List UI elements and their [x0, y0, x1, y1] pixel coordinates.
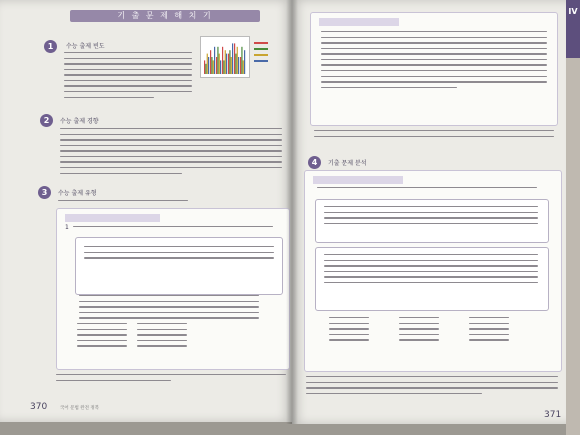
chart-bar-s2-c2 [211, 57, 212, 74]
chart-bar-s3-c6 [237, 47, 238, 74]
chart-bar-s2-c3 [217, 47, 218, 74]
chart-bar-s2-c4 [223, 60, 224, 74]
frequency-chart [200, 36, 250, 78]
right-main-tag [313, 176, 403, 184]
section-1-number: 1 [44, 40, 57, 53]
chart-bar-s1-c7 [240, 57, 241, 74]
question-1-tag [65, 214, 160, 222]
question-1-stem [73, 226, 273, 232]
section-4-heading: 기출 문제 분석 [328, 160, 367, 167]
section-1-body [64, 52, 192, 102]
chart-bar-s3-c4 [225, 50, 226, 74]
question-1-box [56, 208, 290, 370]
chart-bar-s4-c3 [220, 60, 221, 74]
page-edge [566, 58, 580, 435]
question-1-answer-table [77, 323, 277, 363]
left-page-band: 기 출 문 제 해 치 기 [70, 10, 260, 22]
right-passage-2 [315, 247, 549, 311]
right-passage-1 [315, 199, 549, 243]
legend-swatch-2 [254, 48, 268, 50]
chart-bar-s1-c2 [210, 50, 211, 74]
question-1-number: 1 [65, 224, 69, 231]
chart-bar-s1-c6 [234, 43, 235, 74]
chart-bar-s1-c1 [204, 60, 205, 74]
chart-bar-s4-c5 [232, 43, 233, 74]
book-gutter [286, 0, 298, 424]
chart-bar-s1-c3 [216, 57, 217, 74]
left-footer-title: 국어 문법 완전 정복 [60, 406, 100, 411]
section-2-body [60, 128, 282, 178]
section-2-number: 2 [40, 114, 53, 127]
chart-bar-s3-c7 [243, 60, 244, 74]
chart-bar-s3-c1 [207, 54, 208, 74]
chapter-side-tab: IV [566, 0, 580, 58]
chart-bar-s4-c1 [208, 57, 209, 74]
chart-bar-s3-c5 [231, 57, 232, 74]
right-top-explanation [314, 130, 554, 141]
legend-swatch-3 [254, 54, 268, 56]
chart-bar-s2-c5 [229, 50, 230, 74]
right-page-number: 371 [544, 410, 562, 420]
left-page [0, 0, 292, 422]
legend-swatch-4 [254, 60, 268, 62]
question-1-explanation [56, 374, 286, 385]
right-explanation [306, 376, 558, 398]
chart-bar-s1-c4 [222, 47, 223, 74]
left-page-number: 370 [30, 402, 48, 412]
section-4-number: 4 [308, 156, 321, 169]
right-question-box-main [304, 170, 562, 372]
section-1-heading: 수능 출제 빈도 [66, 43, 105, 50]
chart-bar-s3-c2 [213, 60, 214, 74]
section-2-heading: 수능 출제 경향 [60, 118, 99, 125]
chart-bar-s2-c1 [205, 64, 206, 74]
right-answer-table [329, 317, 549, 363]
section-3-number: 3 [38, 186, 51, 199]
chart-bar-s2-c6 [235, 54, 236, 74]
right-page [292, 0, 568, 424]
chart-bar-s3-c3 [219, 54, 220, 74]
chart-bar-s4-c2 [214, 47, 215, 74]
right-top-tag [319, 18, 399, 26]
chart-bar-s4-c7 [244, 50, 245, 74]
question-1-conditions [79, 295, 259, 323]
chart-legend [254, 42, 268, 66]
chart-bar-s2-c7 [241, 47, 242, 74]
section-3-intro [58, 200, 188, 206]
chart-bar-s4-c6 [238, 57, 239, 74]
chart-bar-s4-c4 [226, 54, 227, 74]
legend-swatch-1 [254, 42, 268, 44]
section-3-heading: 수능 출제 유형 [58, 190, 97, 197]
right-question-box-top [310, 12, 558, 126]
frequency-chart-svg [201, 37, 249, 77]
question-1-passage [75, 237, 283, 295]
chart-bar-s1-c5 [228, 54, 229, 74]
